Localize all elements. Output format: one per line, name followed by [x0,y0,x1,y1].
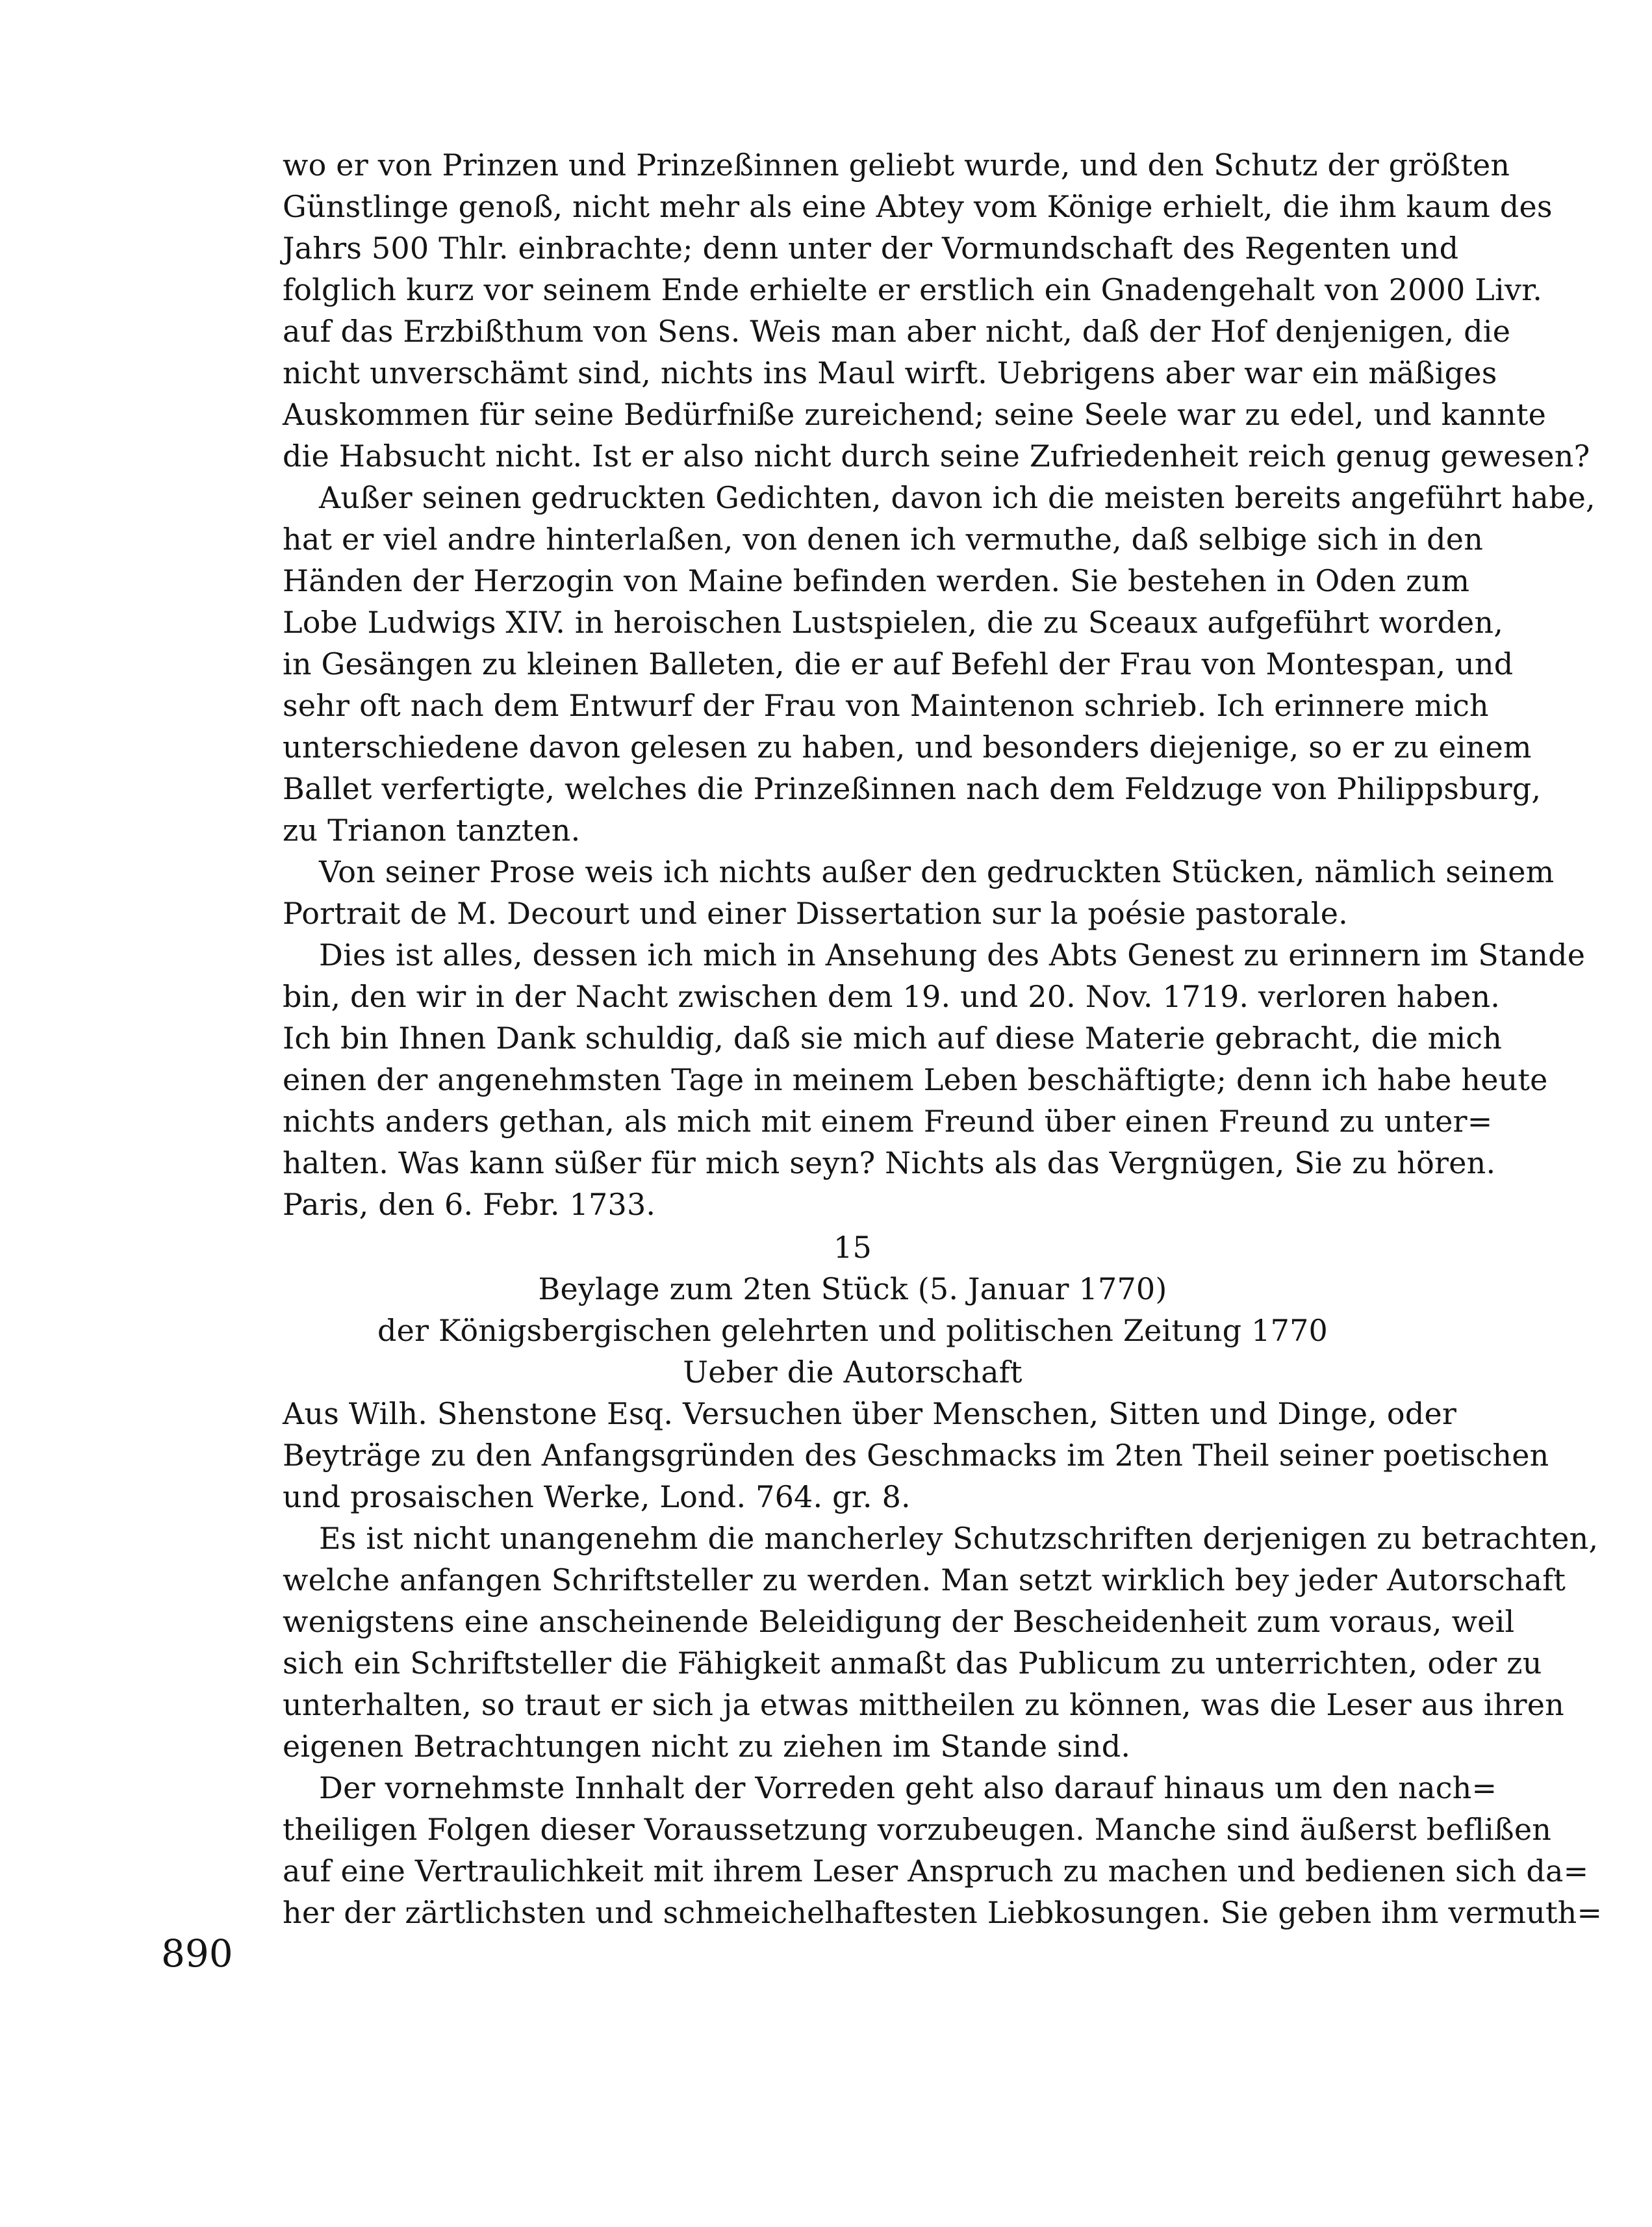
text-line: Der vornehmste Innhalt der Vorreden geht also darauf hinaus um den nach= [319,1770,1497,1805]
text-line: Auskommen für seine Bedürfniße zureichend; seine Seele war zu edel, und kannte [283,397,1547,432]
paragraph [283,1518,1599,1767]
heading-line: der Königsbergischen gelehrten und politischen Zeitung 1770 [377,1313,1328,1348]
text-line: zu Trianon tanzten. [283,813,581,848]
paragraph [283,1393,1549,1518]
heading-line: Ueber die Autorschaft [683,1355,1023,1390]
text-line: nicht unverschämt sind, nichts ins Maul wirft. Uebrigens aber war ein mäßiges [283,355,1497,390]
text-line: halten. Was kann süßer für mich seyn? Nichts als das Vergnügen, Sie zu hören. [283,1145,1496,1180]
text-line: folglich kurz vor seinem Ende erhielte er erstlich ein Gnadengehalt von 2000 Livr. [283,272,1543,307]
text-line: in Gesängen zu kleinen Balleten, die er auf Befehl der Frau von Montespan, und [283,646,1514,681]
text-line: Ballet verfertigte, welches die Prinzeßinnen nach dem Feldzuge von Philippsburg, [283,771,1542,806]
text-line: her der zärtlichsten und schmeichelhaftesten Liebkosungen. Sie geben ihm vermuth= [283,1895,1603,1930]
text-line: wo er von Prinzen und Prinzeßinnen geliebt wurde, und den Schutz der größten [283,147,1510,183]
text-line: bin, den wir in der Nacht zwischen dem 19. und 20. Nov. 1719. verloren haben. [283,979,1501,1014]
heading-line: 15 [833,1230,872,1265]
text-column [283,144,1603,1933]
text-line: hat er viel andre hinterlaßen, von denen ich vermuthe, daß selbige sich in den [283,522,1484,557]
text-line: eigenen Betrachtungen nicht zu ziehen im Stande sind. [283,1729,1131,1764]
text-line: Beyträge zu den Anfangsgründen des Geschmacks im 2ten Theil seiner poetischen [283,1438,1549,1473]
text-line: Ich bin Ihnen Dank schuldig, daß sie mich auf diese Materie gebracht, die mich [283,1021,1503,1056]
text-line: unterhalten, so traut er sich ja etwas mittheilen zu können, was die Leser aus ihren [283,1687,1564,1722]
text-line: theiligen Folgen dieser Voraussetzung vorzubeugen. Manche sind äußerst beflißen [283,1812,1552,1847]
text-line: auf das Erzbißthum von Sens. Weis man aber nicht, daß der Hof denjenigen, die [283,314,1511,349]
text-line: sehr oft nach dem Entwurf der Frau von Maintenon schrieb. Ich erinnere mich [283,688,1489,723]
paragraph [283,1767,1603,1933]
text-line: Dies ist alles, dessen ich mich in Ansehung des Abts Genest zu erinnern im Stande [319,937,1586,973]
text-line: Von seiner Prose weis ich nichts außer den gedruckten Stücken, nämlich seinem [319,854,1555,889]
text-line: Jahrs 500 Thlr. einbrachte; denn unter der Vormundschaft des Regenten und [283,231,1459,266]
text-line: Außer seinen gedruckten Gedichten, davon ich die meisten bereits angeführt habe, [319,480,1595,515]
text-line: welche anfangen Schriftsteller zu werden. Man setzt wirklich bey jeder Autorschaft [283,1562,1566,1597]
paragraph [283,934,1586,1225]
text-line: auf eine Vertraulichkeit mit ihrem Leser Anspruch zu machen und bedienen sich da= [283,1853,1589,1889]
section-heading [283,1227,1423,1393]
text-line: nichts anders gethan, als mich mit einem Freund über einen Freund zu unter= [283,1104,1493,1139]
text-line: Lobe Ludwigs XIV. in heroischen Lustspielen, die zu Sceaux aufgeführt worden, [283,605,1504,640]
text-line: Händen der Herzogin von Maine befinden werden. Sie bestehen in Oden zum [283,563,1470,598]
text-line: Günstlinge genoß, nicht mehr als eine Abtey vom Könige erhielt, die ihm kaum des [283,189,1553,224]
text-line: unterschiedene davon gelesen zu haben, und besonders diejenige, so er zu einem [283,730,1532,765]
text-line: Es ist nicht unangenehm die mancherley Schutzschriften derjenigen zu betrachten, [319,1521,1599,1556]
text-line: Paris, den 6. Febr. 1733. [283,1187,656,1222]
text-line: und prosaischen Werke, Lond. 764. gr. 8. [283,1479,911,1514]
text-line: einen der angenehmsten Tage in meinem Leben beschäftigte; denn ich habe heute [283,1062,1548,1097]
page-number: 890 [161,1931,233,1976]
heading-line: Beylage zum 2ten Stück (5. Januar 1770) [538,1271,1167,1306]
text-line: Portrait de M. Decourt und einer Dissertation sur la poésie pastorale. [283,896,1348,931]
text-line: Aus Wilh. Shenstone Esq. Versuchen über Menschen, Sitten und Dinge, oder [283,1396,1457,1431]
text-line: sich ein Schriftsteller die Fähigkeit anmaßt das Publicum zu unterrichten, oder zu [283,1646,1542,1681]
text-line: die Habsucht nicht. Ist er also nicht durch seine Zufriedenheit reich genug gewesen? [283,439,1590,474]
paragraph [283,477,1595,851]
paragraph [283,851,1555,934]
text-line: wenigstens eine anscheinende Beleidigung der Bescheidenheit zum voraus, weil [283,1604,1515,1639]
paragraph [283,144,1590,477]
